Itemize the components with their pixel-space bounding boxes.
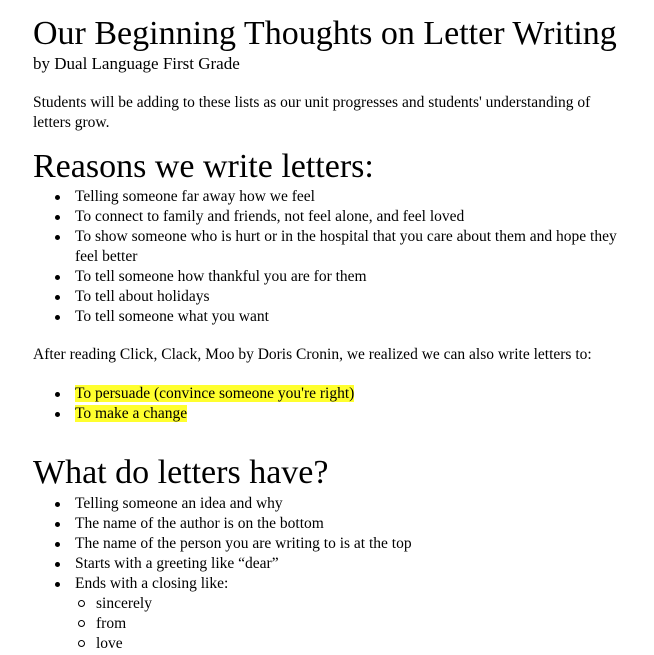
list-item: Telling someone far away how we feel: [33, 187, 633, 207]
list-item: The name of the person you are writing to is at the top: [33, 534, 633, 554]
letters-have-heading: What do letters have?: [33, 454, 329, 491]
after-reading-paragraph: After reading Click, Clack, Moo by Doris Cronin, we realized we can also write letters to:: [33, 346, 592, 363]
highlighted-text: To make a change: [75, 405, 188, 422]
list-item: [33, 574, 633, 654]
list-item: The name of the author is on the bottom: [33, 514, 633, 534]
letters-have-list: [33, 494, 633, 654]
list-item-label: Ends with a closing like:: [75, 575, 229, 592]
list-item: To tell about holidays: [33, 287, 633, 307]
list-item: To tell someone how thankful you are for them: [33, 267, 633, 287]
list-item: Starts with a greeting like “dear”: [33, 554, 633, 574]
list-item: To show someone who is hurt or in the hospital that you care about them and hope they feel better: [33, 227, 633, 267]
page-title: Our Beginning Thoughts on Letter Writing: [33, 15, 617, 52]
list-item: [33, 384, 633, 404]
highlighted-text: To persuade (convince someone you're right): [75, 385, 355, 402]
list-item: [33, 404, 633, 424]
reasons-heading: Reasons we write letters:: [33, 148, 374, 185]
list-item: To tell someone what you want: [33, 307, 633, 327]
list-item: Telling someone an idea and why: [33, 494, 633, 514]
sublist-item: love: [75, 634, 633, 654]
sublist-item: sincerely: [75, 594, 633, 614]
intro-paragraph: Students will be adding to these lists as our unit progresses and students' understanding of letters grow.: [33, 94, 591, 131]
closings-sublist: [75, 594, 633, 654]
sublist-item: from: [75, 614, 633, 634]
persuade-list: [33, 384, 633, 424]
list-item: To connect to family and friends, not feel alone, and feel loved: [33, 207, 633, 227]
reasons-list: [33, 187, 633, 327]
byline: by Dual Language First Grade: [33, 54, 240, 73]
